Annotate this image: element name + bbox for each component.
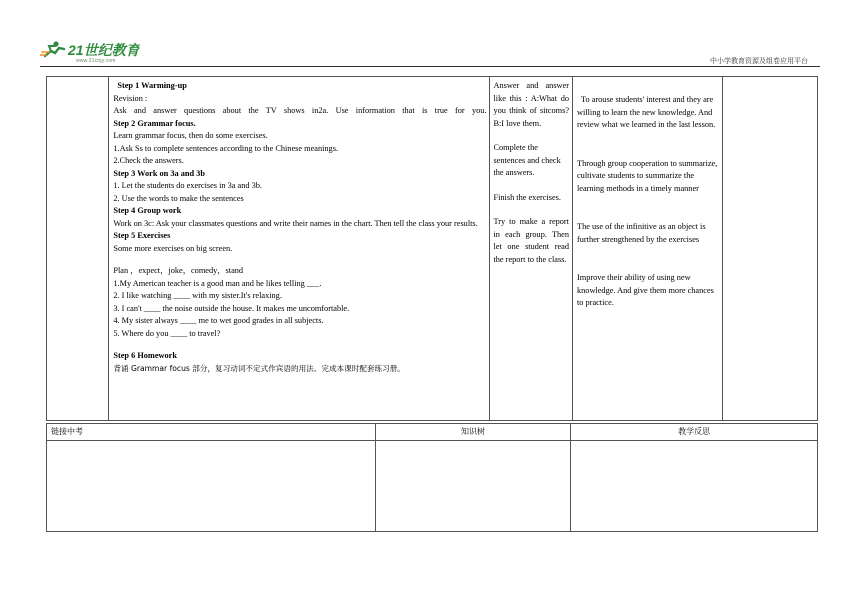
activity-1: Answer and answer like this : A:What do you think of sitcoms? B:I love them. (493, 81, 569, 128)
purpose-2: Through group cooperation to summarize, cultivate students to summarize the learning methods in a timely manner (577, 158, 718, 193)
design-purpose-cell (573, 77, 723, 421)
step2-line3: 2.Check the answers. (113, 156, 184, 165)
activity-2: Complete the sentences and check the answers. (493, 143, 561, 177)
step5-title: Step 5 Exercises (113, 231, 171, 240)
step1-text: Ask and answer questions about the TV shows in2a. Use information that is true for you. (113, 106, 487, 115)
step6-text: 背诵 Grammar focus 部分，复习动词不定式作宾语的用法。完成本课时配套练习册。 (113, 363, 405, 373)
link-exam-body (47, 441, 376, 532)
notes-cell (722, 77, 817, 421)
activity-4: Try to make a report in each group. Then let one student read the report to the class. (493, 217, 569, 264)
step3-line2: 2. Use the words to make the sentences (113, 193, 244, 203)
activity-3: Finish the exercises. (493, 192, 561, 202)
step3-line1: 1. Let the students do exercises in 3a and 3b. (113, 181, 262, 190)
step3-title: Step 3 Work on 3a and 3b (113, 168, 205, 178)
exercise-5: 5. Where do you ____ to travel? (113, 328, 221, 338)
step4-text: Work on 3c: Ask your classmates questions and write their names in the chart. Then tell the class your results. (113, 218, 478, 228)
purpose-1: To arouse students' interest and they are willing to learn the new knowledge. And review what we learned in the last lesson. (577, 95, 716, 129)
exercise-4: 4. My sister always ____ me to wet good grades in all subjects. (113, 316, 324, 325)
purpose-4: Improve their ability of using new knowledge. And give them more chances to practice. (577, 273, 714, 307)
logo-url: www.21cnjy.com (76, 58, 116, 64)
step4-title: Step 4 Group work (113, 206, 182, 215)
step1-title: Step 1 Warming-up (117, 81, 187, 90)
purpose-3: The use of the infinitive as an object is further strengthened by the exercises (577, 222, 706, 244)
exercise-3: 3. I can't ____ the noise outside the house. It makes me uncomfortable. (113, 303, 350, 313)
knowledge-tree-header: 知识树 (375, 424, 571, 441)
student-activity-cell (490, 77, 573, 421)
link-exam-header: 链接中考 (47, 424, 376, 441)
svg-text:21世纪教育: 21世纪教育 (68, 42, 140, 58)
exercise-1: 1.My American teacher is a good man and he likes telling ___. (113, 278, 322, 288)
platform-name: 中小学教育资源及组卷应用平台 (710, 57, 808, 65)
exercise-2: 2. I like watching ____ with my sister.It's relaxing. (113, 291, 282, 300)
page-header (0, 0, 860, 68)
step2-title: Step 2 Grammar focus. (113, 118, 196, 128)
header-divider (40, 66, 820, 67)
reflection-body (571, 441, 818, 532)
teaching-procedure-cell (109, 77, 490, 421)
reflection-header: 教学反思 (571, 424, 818, 441)
summary-table (46, 423, 818, 532)
step2-line2: 1.Ask Ss to complete sentences according to the Chinese meanings. (113, 143, 338, 153)
step6-title: Step 6 Homework (113, 351, 177, 360)
step2-line1: Learn grammar focus, then do some exercises. (113, 131, 268, 140)
stage-column-cell (47, 77, 109, 421)
revision-label: Revision : (113, 93, 148, 103)
word-bank: Plan ，expect，joke，comedy，stand (113, 266, 244, 275)
runner-logo-icon (40, 40, 140, 60)
knowledge-tree-body (375, 441, 571, 532)
lesson-plan-table (46, 76, 818, 421)
step5-text: Some more exercises on big screen. (113, 243, 233, 253)
